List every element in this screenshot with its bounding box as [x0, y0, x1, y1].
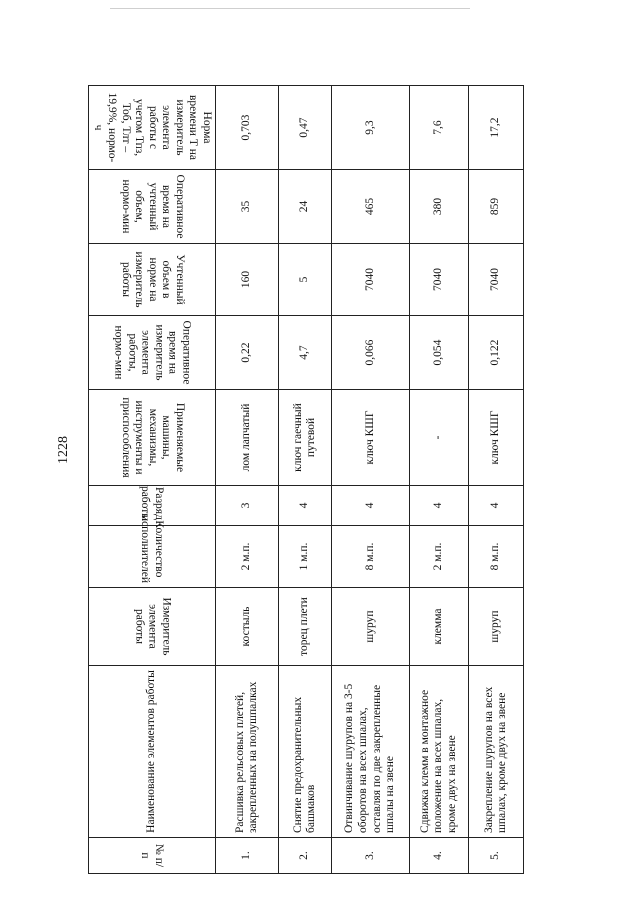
- table-row: [469, 86, 524, 874]
- cell-op-time-volume: 35: [216, 170, 279, 244]
- cell-num: 4.: [410, 838, 469, 874]
- cell-workers: 2 м.п.: [216, 526, 279, 588]
- cell-grade: 4: [469, 486, 524, 526]
- cell-name: Закрепление шурупов на всех шпалах, кроме двух на звене: [469, 666, 524, 838]
- cell-workers: 8 м.п.: [332, 526, 410, 588]
- cell-norm: 0,47: [279, 86, 332, 170]
- cell-grade: 4: [279, 486, 332, 526]
- header-op-time-volume: Оперативное время на учтенный объем, нормо-мин: [89, 170, 216, 244]
- cell-tools: ключ КШГ: [332, 390, 410, 486]
- rotated-table-container: [88, 86, 524, 874]
- cell-num: 3.: [332, 838, 410, 874]
- cell-op-time: 0,054: [410, 316, 469, 390]
- cell-op-time: 4,7: [279, 316, 332, 390]
- cell-name: Расшивка рельсовых плетей, закрепленных на полушпалках: [216, 666, 279, 838]
- cell-num: 5.: [469, 838, 524, 874]
- cell-op-time-volume: 465: [332, 170, 410, 244]
- table-row: [279, 86, 332, 874]
- cell-tools: -: [410, 390, 469, 486]
- cell-op-time: 0,066: [332, 316, 410, 390]
- cell-norm: 0,703: [216, 86, 279, 170]
- cell-grade: 4: [410, 486, 469, 526]
- header-rule: [110, 8, 470, 9]
- table-row: [216, 86, 279, 874]
- cell-volume: 160: [216, 244, 279, 316]
- header-num: № п/п: [89, 838, 216, 874]
- header-tools: Применяемые машины, механизмы, инструменты и приспособления: [89, 390, 216, 486]
- header-workers: Количество исполнителей: [89, 526, 216, 588]
- header-grade: Разряд работы: [89, 486, 216, 526]
- cell-num: 1.: [216, 838, 279, 874]
- cell-op-time-volume: 24: [279, 170, 332, 244]
- cell-op-time: 0,122: [469, 316, 524, 390]
- cell-tools: ключ КШГ: [469, 390, 524, 486]
- header-norm: Норма времени Т на измеритель элемента работы с учетом Тпз, Тоб, Тлт – 19,9%, нормо-ч: [89, 86, 216, 170]
- cell-meter: торец плети: [279, 588, 332, 666]
- header-op-time: Оперативное время на измеритель элемента работы, нормо-мин: [89, 316, 216, 390]
- cell-num: 2.: [279, 838, 332, 874]
- page-number: 1228: [56, 436, 71, 464]
- cell-workers: 2 м.п.: [410, 526, 469, 588]
- work-elements-table: [88, 85, 524, 874]
- cell-workers: 1 м.п.: [279, 526, 332, 588]
- cell-op-time: 0,22: [216, 316, 279, 390]
- table-row: [332, 86, 410, 874]
- cell-name: Снятие предохранительных башмаков: [279, 666, 332, 838]
- cell-volume: 5: [279, 244, 332, 316]
- cell-name: Сдвижка клемм в монтажное положение на всех шпалах, кроме двух на звене: [410, 666, 469, 838]
- cell-volume: 7040: [332, 244, 410, 316]
- cell-tools: лом лапчатый: [216, 390, 279, 486]
- cell-op-time-volume: 380: [410, 170, 469, 244]
- cell-meter: клемма: [410, 588, 469, 666]
- cell-grade: 3: [216, 486, 279, 526]
- cell-grade: 4: [332, 486, 410, 526]
- header-meter: Измеритель элемента работы: [89, 588, 216, 666]
- cell-meter: шуруп: [469, 588, 524, 666]
- header-name: Наименование элементов работы: [89, 666, 216, 838]
- cell-meter: шуруп: [332, 588, 410, 666]
- cell-op-time-volume: 859: [469, 170, 524, 244]
- cell-volume: 7040: [469, 244, 524, 316]
- table-row: [410, 86, 469, 874]
- cell-norm: 17,2: [469, 86, 524, 170]
- cell-meter: костыль: [216, 588, 279, 666]
- cell-workers: 8 м.п.: [469, 526, 524, 588]
- cell-tools: ключ гаечный путевой: [279, 390, 332, 486]
- table-header-row: [89, 86, 216, 874]
- cell-norm: 7,6: [410, 86, 469, 170]
- cell-name: Отвинчивание шурупов на 3-5 оборотов на всех шпалах, оставляя по две закрепленные шпалы на звене: [332, 666, 410, 838]
- cell-norm: 9,3: [332, 86, 410, 170]
- cell-volume: 7040: [410, 244, 469, 316]
- header-volume: Учтенный объем в норме на измеритель работы: [89, 244, 216, 316]
